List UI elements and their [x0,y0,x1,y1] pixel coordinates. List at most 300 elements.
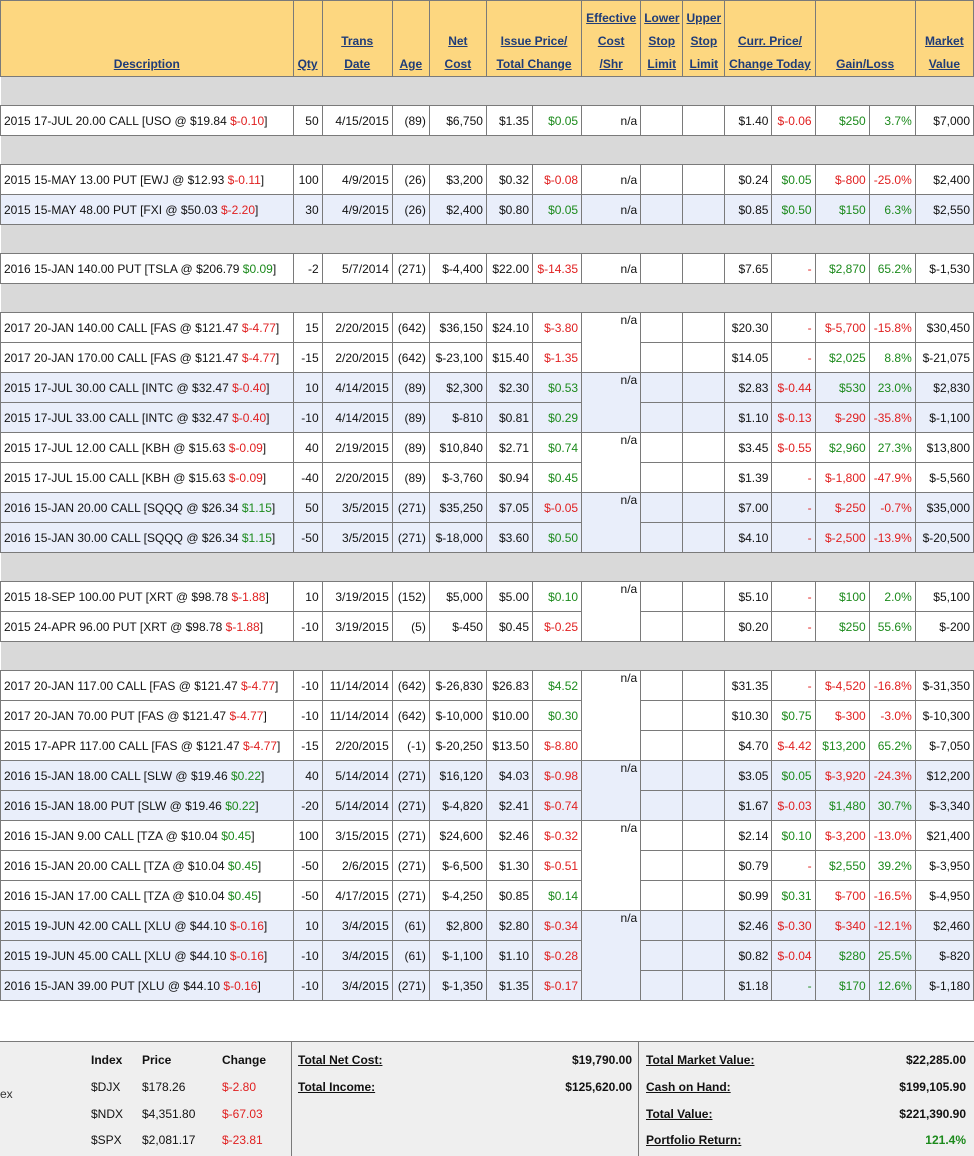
upper-stop-cell[interactable] [683,403,725,433]
option-label: 2015 17-JUL 15.00 CALL [KBH @ $15.63 [4,470,229,485]
qty-cell: -20 [293,791,322,821]
net-cost-cell: $2,400 [429,195,486,225]
bracket-close: ] [263,918,268,933]
net-cost-cell: $-20,250 [429,731,486,761]
underlying-change: $0.45 [227,858,258,873]
position-description[interactable] [1,671,294,701]
option-label: 2015 17-JUL 20.00 CALL [USO @ $19.84 [4,113,231,128]
lower-stop-cell[interactable] [641,941,683,971]
total-change-cell: $-0.17 [533,971,582,1001]
position-description[interactable] [1,881,294,911]
position-description[interactable] [1,731,294,761]
qty-cell: 10 [293,911,322,941]
cost-panel [292,1042,639,1156]
table-row[interactable] [1,433,974,463]
col-effective-cost[interactable]: Effective Cost /Shr [582,1,641,77]
change-today-cell: $-0.13 [772,403,815,433]
gain-loss-pct-cell: -47.9% [869,463,915,493]
gain-loss-cell: $-340 [815,911,869,941]
table-row[interactable] [1,761,974,791]
market-value-cell: $-4,950 [915,881,973,911]
position-description[interactable] [1,165,294,195]
position-description[interactable] [1,791,294,821]
gain-loss-pct-cell: -24.3% [869,761,915,791]
total-net-cost-label: Total Net Cost: [298,1053,383,1067]
position-description[interactable] [1,523,294,553]
total-net-cost-value: $19,790.00 [571,1053,632,1067]
age-cell: (271) [392,971,429,1001]
net-cost-cell: $35,250 [429,493,486,523]
issue-price-cell: $1.35 [486,106,532,136]
gain-loss-pct-cell: -25.0% [869,165,915,195]
table-row[interactable] [1,821,974,851]
gain-loss-pct-cell: 3.7% [869,106,915,136]
gain-loss-pct-cell: -16.5% [869,881,915,911]
net-cost-cell: $-3,760 [429,463,486,493]
lower-stop-cell[interactable] [641,731,683,761]
option-label: 2015 17-APR 117.00 CALL [FAS @ $121.47 [4,738,244,753]
change-today-cell: $-0.30 [772,911,815,941]
current-price-cell: $0.79 [725,851,772,881]
lower-stop-cell[interactable] [641,254,683,284]
age-cell: (642) [392,701,429,731]
issue-price-cell: $15.40 [486,343,532,373]
bracket-close: ] [257,858,262,873]
bracket-close: ] [266,380,270,395]
position-description[interactable] [1,612,294,642]
bracket-close: ] [259,619,264,634]
col-trans-date[interactable]: Trans Date [322,1,392,77]
current-price-cell: $0.24 [725,165,772,195]
net-cost-cell: $2,800 [429,911,486,941]
table-row[interactable] [1,493,974,523]
market-value-cell: $35,000 [915,493,973,523]
qty-cell: 40 [293,761,322,791]
upper-stop-cell[interactable] [683,106,725,136]
market-value-cell: $-20,500 [915,523,973,553]
col-age[interactable]: Age [392,1,429,77]
gain-loss-pct-cell: 30.7% [869,791,915,821]
change-today-cell: - [772,582,815,612]
age-cell: (61) [392,911,429,941]
table-row[interactable] [1,941,974,971]
total-change-cell: $0.74 [533,433,582,463]
index-name: $NDX [91,1107,124,1121]
gain-loss-cell: $-3,200 [815,821,869,851]
option-label: 2016 15-JAN 20.00 CALL [TZA @ $10.04 [4,858,228,873]
net-cost-cell: $-450 [429,612,486,642]
gain-loss-cell: $-3,920 [815,761,869,791]
lower-stop-cell[interactable] [641,971,683,1001]
qty-cell: 40 [293,433,322,463]
gain-loss-cell: $-1,800 [815,463,869,493]
separator-cell [1,284,974,313]
qty-cell: -15 [293,731,322,761]
current-price-cell: $0.99 [725,881,772,911]
upper-stop-cell[interactable] [683,791,725,821]
table-row[interactable] [1,343,974,373]
lower-stop-cell[interactable] [641,493,683,523]
upper-stop-cell[interactable] [683,493,725,523]
qty-cell: 100 [293,165,322,195]
current-price-cell: $7.65 [725,254,772,284]
gain-loss-cell: $-700 [815,881,869,911]
total-market-value-label: Total Market Value: [646,1053,755,1067]
market-value-cell: $30,450 [915,313,973,343]
index-name: $DJX [91,1080,121,1094]
bracket-close: ] [257,978,261,993]
market-value-cell: $-5,560 [915,463,973,493]
position-description[interactable] [1,403,294,433]
upper-stop-cell[interactable] [683,701,725,731]
trans-date-cell: 3/4/2015 [322,911,392,941]
position-description[interactable] [1,373,294,403]
lower-stop-cell[interactable] [641,761,683,791]
issue-price-cell: $22.00 [486,254,532,284]
option-label: 2015 15-MAY 48.00 PUT [FXI @ $50.03 [4,202,221,217]
index-name: $SPX [91,1133,122,1147]
position-description[interactable] [1,821,294,851]
col-current-price[interactable]: Curr. Price/ Change Today [725,1,815,77]
lower-stop-cell[interactable] [641,791,683,821]
gain-loss-pct-cell: 55.6% [869,612,915,642]
option-label: 2017 20-JAN 170.00 CALL [FAS @ $121.47 [4,350,242,365]
current-price-cell: $2.14 [725,821,772,851]
col-upper-stop[interactable]: Upper Stop Limit [683,1,725,77]
col-market-value[interactable]: Market Value [915,1,973,77]
upper-stop-cell[interactable] [683,582,725,612]
qty-cell: -50 [293,851,322,881]
gain-loss-cell: $2,870 [815,254,869,284]
upper-stop-cell[interactable] [683,821,725,851]
table-row[interactable] [1,791,974,821]
effective-cost-cell: n/a [582,165,641,195]
positions-body [1,77,974,1001]
trans-date-cell: 3/19/2015 [322,582,392,612]
market-value-cell: $-820 [915,941,973,971]
total-change-cell: $4.52 [533,671,582,701]
position-description[interactable] [1,254,294,284]
issue-price-cell: $3.60 [486,523,532,553]
lower-stop-cell[interactable] [641,165,683,195]
upper-stop-cell[interactable] [683,523,725,553]
underlying-change: $1.15 [241,500,272,515]
net-cost-cell: $-10,000 [429,701,486,731]
effective-cost-cell: n/a [582,821,641,911]
age-cell: (89) [392,403,429,433]
lower-stop-cell[interactable] [641,463,683,493]
lower-stop-cell[interactable] [641,821,683,851]
upper-stop-cell[interactable] [683,254,725,284]
trans-date-cell: 4/9/2015 [322,195,392,225]
lower-stop-cell[interactable] [641,523,683,553]
age-cell: (271) [392,851,429,881]
age-cell: (61) [392,941,429,971]
separator-cell [1,642,974,671]
gain-loss-pct-cell: -0.7% [869,493,915,523]
lower-stop-cell[interactable] [641,851,683,881]
gain-loss-pct-cell: -35.8% [869,403,915,433]
table-row[interactable] [1,373,974,403]
upper-stop-cell[interactable] [683,731,725,761]
index-panel [0,1042,292,1156]
gain-loss-pct-cell: -3.0% [869,701,915,731]
position-description[interactable] [1,911,294,941]
upper-stop-cell[interactable] [683,761,725,791]
separator-cell [1,225,974,254]
col-issue-price[interactable]: Issue Price/ Total Change [486,1,581,77]
market-value-cell: $5,100 [915,582,973,612]
table-row[interactable] [1,612,974,642]
gain-loss-cell: $2,960 [815,433,869,463]
gain-loss-cell: $250 [815,612,869,642]
option-label: 2015 19-JUN 45.00 CALL [XLU @ $44.10 [4,948,230,963]
trans-date-cell: 11/14/2014 [322,671,392,701]
table-row[interactable] [1,881,974,911]
change-today-cell: - [772,313,815,343]
bracket-close: ] [255,202,259,217]
total-change-cell: $0.30 [533,701,582,731]
total-value-label: Total Value: [646,1107,713,1121]
col-qty[interactable]: Qty [293,1,322,77]
age-cell: (271) [392,791,429,821]
table-row[interactable] [1,911,974,941]
gain-loss-pct-cell: 65.2% [869,254,915,284]
position-description[interactable] [1,463,294,493]
table-row[interactable] [1,254,974,284]
total-change-cell: $-0.05 [533,493,582,523]
market-value-cell: $-1,530 [915,254,973,284]
col-lower-stop[interactable]: Lower Stop Limit [641,1,683,77]
upper-stop-cell[interactable] [683,433,725,463]
upper-stop-cell[interactable] [683,343,725,373]
lower-stop-cell[interactable] [641,313,683,343]
issue-price-cell: $10.00 [486,701,532,731]
position-description[interactable] [1,761,294,791]
lower-stop-cell[interactable] [641,433,683,463]
gain-loss-cell: $-2,500 [815,523,869,553]
option-label: 2015 24-APR 96.00 PUT [XRT @ $98.78 [4,619,226,634]
option-label: 2017 20-JAN 140.00 CALL [FAS @ $121.47 [4,320,242,335]
gain-loss-cell: $-800 [815,165,869,195]
qty-cell: -50 [293,881,322,911]
table-row[interactable] [1,463,974,493]
net-cost-cell: $-26,830 [429,671,486,701]
lower-stop-cell[interactable] [641,195,683,225]
issue-price-cell: $2.41 [486,791,532,821]
upper-stop-cell[interactable] [683,463,725,493]
net-cost-cell: $-810 [429,403,486,433]
lower-stop-cell[interactable] [641,106,683,136]
bracket-close: ] [275,350,280,365]
qty-cell: 30 [293,195,322,225]
underlying-change: $-0.11 [227,172,261,187]
age-cell: (271) [392,761,429,791]
col-gain-loss[interactable]: Gain/Loss [815,1,915,77]
position-description[interactable] [1,493,294,523]
market-value-cell: $-10,300 [915,701,973,731]
underlying-change: $-0.40 [232,410,267,425]
qty-cell: 10 [293,582,322,612]
upper-stop-cell[interactable] [683,373,725,403]
current-price-cell: $0.82 [725,941,772,971]
lower-stop-cell[interactable] [641,701,683,731]
gain-loss-cell: $-300 [815,701,869,731]
age-cell: (5) [392,612,429,642]
position-description[interactable] [1,106,294,136]
bracket-close: ] [277,738,281,753]
total-change-cell: $0.05 [533,106,582,136]
table-row[interactable] [1,582,974,612]
upper-stop-cell[interactable] [683,671,725,701]
lower-stop-cell[interactable] [641,403,683,433]
upper-stop-cell[interactable] [683,313,725,343]
underlying-change: $0.22 [225,798,256,813]
qty-cell: 100 [293,821,322,851]
trans-date-cell: 3/19/2015 [322,612,392,642]
upper-stop-cell[interactable] [683,195,725,225]
change-today-cell: - [772,612,815,642]
table-row[interactable] [1,195,974,225]
upper-stop-cell[interactable] [683,971,725,1001]
upper-stop-cell[interactable] [683,911,725,941]
underlying-change: $-4.77 [241,678,276,693]
gain-loss-pct-cell: 39.2% [869,851,915,881]
position-description[interactable] [1,851,294,881]
upper-stop-cell[interactable] [683,881,725,911]
change-today-cell: $-0.04 [772,941,815,971]
position-description[interactable] [1,313,294,343]
change-today-cell: - [772,463,815,493]
market-value-cell: $-31,350 [915,671,973,701]
lower-stop-cell[interactable] [641,582,683,612]
market-value-cell: $21,400 [915,821,973,851]
current-price-cell: $4.70 [725,731,772,761]
current-price-cell: $4.10 [725,523,772,553]
trans-date-cell: 2/19/2015 [322,433,392,463]
issue-price-cell: $2.80 [486,911,532,941]
table-row[interactable] [1,403,974,433]
age-cell: (271) [392,881,429,911]
upper-stop-cell[interactable] [683,612,725,642]
trans-date-cell: 5/14/2014 [322,791,392,821]
bracket-close: ] [257,888,262,903]
effective-cost-cell: n/a [582,493,641,553]
bracket-close: ] [251,828,255,843]
table-row[interactable] [1,671,974,701]
current-price-cell: $14.05 [725,343,772,373]
total-change-cell: $0.10 [533,582,582,612]
trans-date-cell: 2/20/2015 [322,463,392,493]
issue-price-cell: $0.81 [486,403,532,433]
total-change-cell: $-0.98 [533,761,582,791]
col-net-cost[interactable]: Net Cost [429,1,486,77]
issue-price-cell: $2.71 [486,433,532,463]
separator-cell [1,77,974,106]
upper-stop-cell[interactable] [683,165,725,195]
current-price-cell: $3.05 [725,761,772,791]
age-cell: (-1) [392,731,429,761]
option-label: 2016 15-JAN 9.00 CALL [TZA @ $10.04 [4,828,222,843]
gain-loss-pct-cell: -13.0% [869,821,915,851]
table-row[interactable] [1,701,974,731]
gain-loss-pct-cell: -12.1% [869,911,915,941]
col-description[interactable]: Description [1,1,294,77]
position-description[interactable] [1,343,294,373]
age-cell: (89) [392,463,429,493]
position-description[interactable] [1,701,294,731]
lower-stop-cell[interactable] [641,671,683,701]
summary-footer [0,1041,974,1156]
lower-stop-cell[interactable] [641,881,683,911]
table-row[interactable] [1,851,974,881]
total-market-value: $22,285.00 [905,1053,966,1067]
position-description[interactable] [1,195,294,225]
underlying-change: $-0.10 [230,113,265,128]
position-description[interactable] [1,971,294,1001]
gain-loss-cell: $-290 [815,403,869,433]
position-description[interactable] [1,582,294,612]
upper-stop-cell[interactable] [683,941,725,971]
change-today-cell: $-0.06 [772,106,815,136]
change-today-cell: $0.05 [772,761,815,791]
lower-stop-cell[interactable] [641,911,683,941]
net-cost-cell: $5,000 [429,582,486,612]
net-cost-cell: $-4,250 [429,881,486,911]
current-price-cell: $0.20 [725,612,772,642]
gain-loss-cell: $2,025 [815,343,869,373]
issue-price-cell: $1.30 [486,851,532,881]
gain-loss-cell: $2,550 [815,851,869,881]
effective-cost-cell: n/a [582,373,641,433]
current-price-cell: $1.40 [725,106,772,136]
total-change-cell: $0.05 [533,195,582,225]
table-row[interactable] [1,971,974,1001]
market-value-cell: $7,000 [915,106,973,136]
position-description[interactable] [1,941,294,971]
qty-cell: -10 [293,403,322,433]
age-cell: (642) [392,343,429,373]
bracket-close: ] [271,500,276,515]
trans-date-cell: 3/5/2015 [322,523,392,553]
market-value-cell: $2,830 [915,373,973,403]
gain-loss-pct-cell: 65.2% [869,731,915,761]
lower-stop-cell[interactable] [641,373,683,403]
underlying-change: $-0.16 [229,918,264,933]
effective-cost-cell: n/a [582,433,641,493]
total-change-cell: $-0.32 [533,821,582,851]
change-today-cell: - [772,523,815,553]
table-row[interactable] [1,731,974,761]
clipped-label: ex [0,1087,13,1101]
table-row[interactable] [1,523,974,553]
portfolio-return-value: 121.4% [925,1133,966,1147]
effective-cost-cell: n/a [582,911,641,1001]
issue-price-cell: $1.35 [486,971,532,1001]
lower-stop-cell[interactable] [641,612,683,642]
issue-price-cell: $4.03 [486,761,532,791]
gain-loss-pct-cell: 12.6% [869,971,915,1001]
position-description[interactable] [1,433,294,463]
table-row[interactable] [1,313,974,343]
gain-loss-cell: $-5,700 [815,313,869,343]
total-change-cell: $0.29 [533,403,582,433]
lower-stop-cell[interactable] [641,343,683,373]
table-row[interactable] [1,165,974,195]
upper-stop-cell[interactable] [683,851,725,881]
table-row[interactable] [1,106,974,136]
bracket-close: ] [275,678,279,693]
